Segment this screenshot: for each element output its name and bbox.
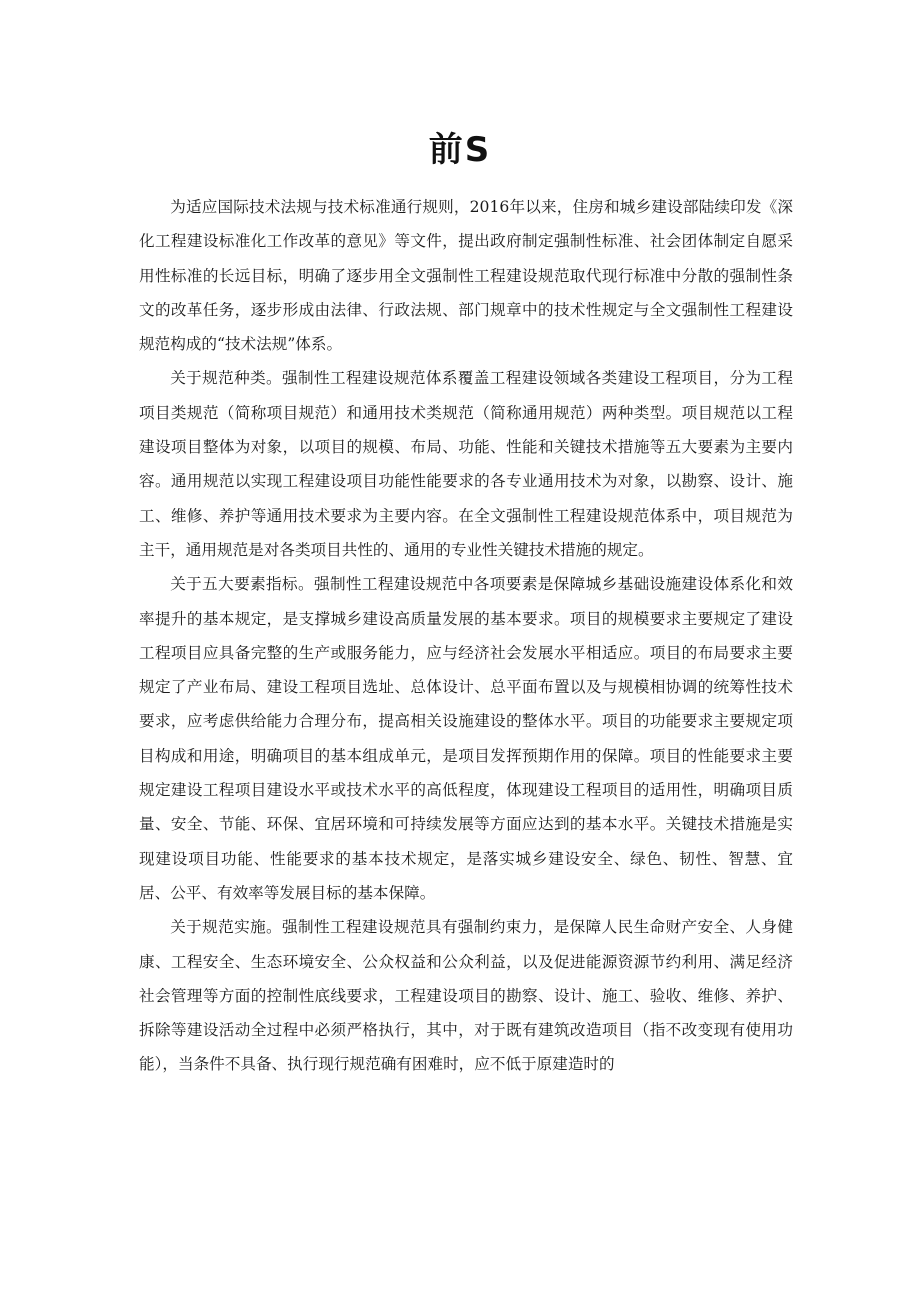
paragraph-spec-types: 关于规范种类。强制性工程建设规范体系覆盖工程建设领域各类建设工程项目，分为工程项目类规范（简称项目规范）和通用技术类规范（简称通用规范）两种类型。项目规范以工程建设项目整体为对象，以项目的规模、布局、功能、性能和关键技术措施等五大要素为主要内容。通用规范以实现工程建设项目功能性能要求的各专业通用技术为对象，以勘察、设计、施工、维修、养护等通用技术要求为主要内容。在全文强制性工程建设规范体系中，项目规范为主干，通用规范是对各类项目共性的、通用的专业性关键技术措施的规定。 xyxy=(139,369,793,559)
page-title: 前S xyxy=(428,130,492,170)
document-body xyxy=(139,190,793,1082)
paragraph-implementation: 关于规范实施。强制性工程建设规范具有强制约束力，是保障人民生命财产安全、人身健康、工程安全、生态环境安全、公众权益和公众利益，以及促进能源资源节约利用、满足经济社会管理等方面的控制性底线要求，工程建设项目的勘察、设计、施工、验收、维修、养护、拆除等建设活动全过程中必须严格执行，其中，对于既有建筑改造项目（指不改变现有使用功能），当条件不具备、执行现行规范确有困难时，应不低于原建造时的 xyxy=(139,918,793,1074)
paragraph-intro: 为适应国际技术法规与技术标准通行规则，2016年以来，住房和城乡建设部陆续印发《深化工程建设标准化工作改革的意见》等文件，提出政府制定强制性标准、社会团体制定自愿采用性标准的长远目标，明确了逐步用全文强制性工程建设规范取代现行标准中分散的强制性条文的改革任务，逐步形成由法律、行政法规、部门规章中的技术性规定与全文强制性工程建设规范构成的“技术法规”体系。 xyxy=(139,198,793,354)
paragraph-five-elements: 关于五大要素指标。强制性工程建设规范中各项要素是保障城乡基础设施建设体系化和效率提升的基本规定，是支撑城乡建设高质量发展的基本要求。项目的规模要求主要规定了建设工程项目应具备完整的生产或服务能力，应与经济社会发展水平相适应。项目的布局要求主要规定了产业布局、建设工程项目选址、总体设计、总平面布置以及与规模相协调的统筹性技术要求，应考虑供给能力合理分布，提高相关设施建设的整体水平。项目的功能要求主要规定项目构成和用途，明确项目的基本组成单元，是项目发挥预期作用的保障。项目的性能要求主要规定建设工程项目建设水平或技术水平的高低程度，体现建设工程项目的适用性，明确项目质量、安全、节能、环保、宜居环境和可持续发展等方面应达到的基本水平。关键技术措施是实现建设项目功能、性能要求的基本技术规定，是落实城乡建设安全、绿色、韧性、智慧、宜居、公平、有效率等发展目标的基本保障。 xyxy=(139,575,793,902)
